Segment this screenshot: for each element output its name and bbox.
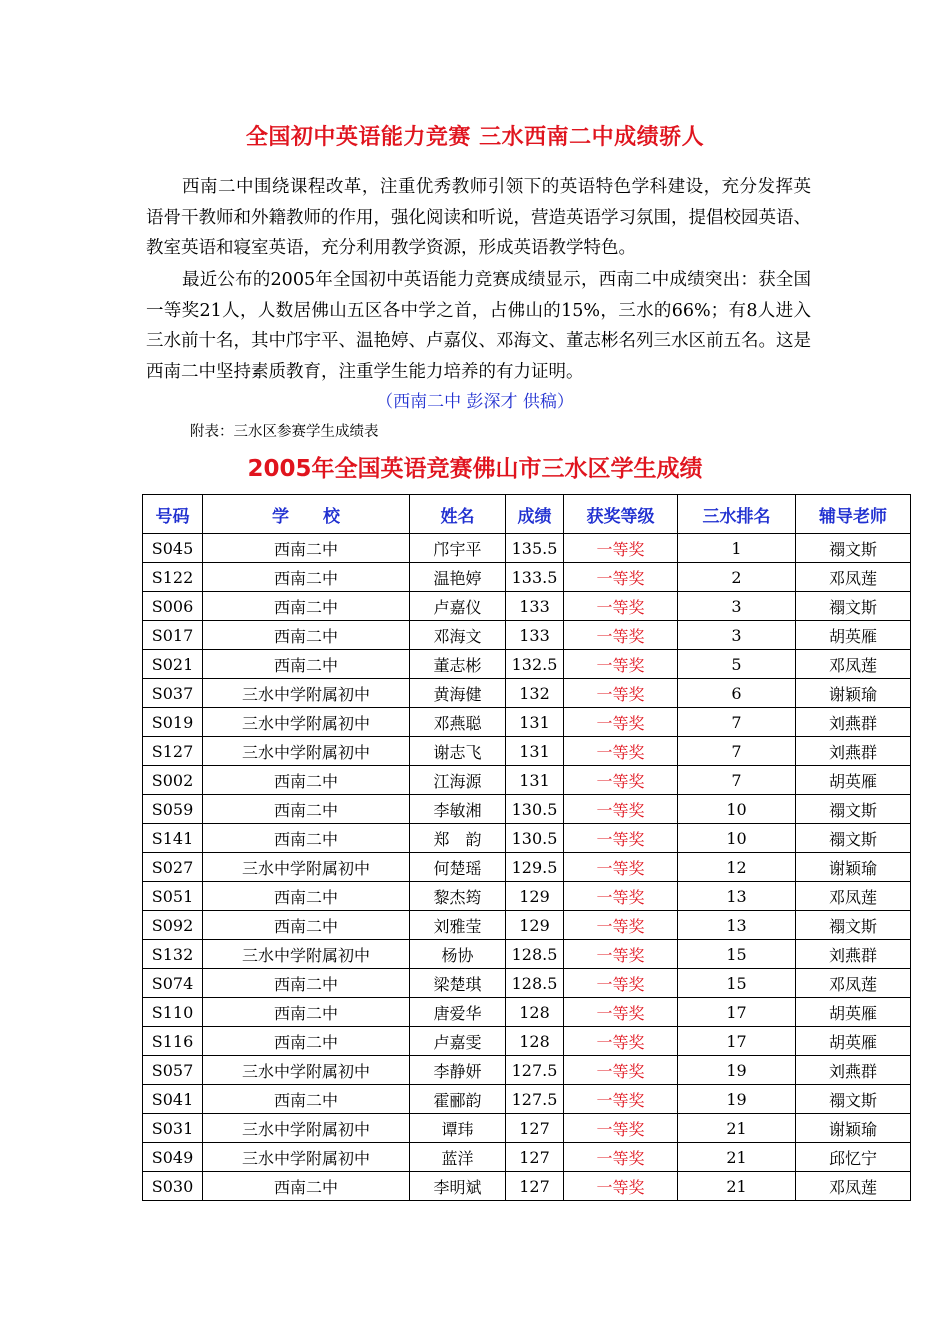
cell-teacher: 胡英雁 [796,621,911,650]
cell-number: S074 [143,969,203,998]
cell-school: 西南二中 [203,911,410,940]
table-row [143,795,911,824]
cell-school: 三水中学附属初中 [203,1056,410,1085]
cell-name: 梁楚琪 [410,969,506,998]
cell-name: 董志彬 [410,650,506,679]
cell-school: 西南二中 [203,1085,410,1114]
cell-school: 三水中学附属初中 [203,853,410,882]
cell-award: 一等奖 [564,563,678,592]
article-paragraph-2: 最近公布的2005年全国初中英语能力竞赛成绩显示，西南二中成绩突出：获全国一等奖21人，人数居佛山五区各中学之首，占佛山的15%，三水的66%；有8人进入三水前十名，其中邝宇平、温艳婷、卢嘉仪、邓海文、董志彬名列三水区前五名。这是西南二中坚持素质教育，注重学生能力培养的有力证明。 [146,270,811,382]
cell-teacher: 刘燕群 [796,737,911,766]
cell-number: S031 [143,1114,203,1143]
cell-number: S051 [143,882,203,911]
cell-teacher: 禤文斯 [796,592,911,621]
cell-score: 128.5 [506,969,564,998]
cell-name: 唐爱华 [410,998,506,1027]
cell-score: 130.5 [506,795,564,824]
cell-teacher: 谢颖瑜 [796,853,911,882]
header-teacher: 辅导老师 [796,495,911,534]
cell-number: S006 [143,592,203,621]
cell-score: 128.5 [506,940,564,969]
cell-number: S019 [143,708,203,737]
article-title: 全国初中英语能力竞赛 三水西南二中成绩骄人 [245,124,705,150]
cell-teacher: 胡英雁 [796,1027,911,1056]
table-row [143,1085,911,1114]
cell-award: 一等奖 [564,853,678,882]
cell-award: 一等奖 [564,621,678,650]
cell-teacher: 邓凤莲 [796,650,911,679]
cell-name: 蓝洋 [410,1143,506,1172]
cell-rank: 7 [678,708,796,737]
cell-rank: 17 [678,1027,796,1056]
cell-rank: 10 [678,824,796,853]
cell-name: 谢志飞 [410,737,506,766]
cell-award: 一等奖 [564,708,678,737]
cell-school: 西南二中 [203,650,410,679]
cell-number: S057 [143,1056,203,1085]
cell-rank: 19 [678,1056,796,1085]
table-row [143,911,911,940]
cell-award: 一等奖 [564,1172,678,1201]
cell-teacher: 邓凤莲 [796,563,911,592]
cell-score: 131 [506,737,564,766]
cell-number: S037 [143,679,203,708]
cell-rank: 15 [678,969,796,998]
cell-name: 杨协 [410,940,506,969]
cell-score: 133 [506,621,564,650]
table-body [143,534,911,1201]
cell-score: 133.5 [506,563,564,592]
cell-teacher: 禤文斯 [796,1085,911,1114]
cell-name: 黎杰筠 [410,882,506,911]
cell-school: 西南二中 [203,795,410,824]
cell-teacher: 禤文斯 [796,534,911,563]
cell-teacher: 刘燕群 [796,940,911,969]
cell-number: S017 [143,621,203,650]
cell-score: 127 [506,1172,564,1201]
cell-number: S049 [143,1143,203,1172]
cell-school: 西南二中 [203,563,410,592]
cell-teacher: 谢颖瑜 [796,679,911,708]
cell-number: S059 [143,795,203,824]
cell-school: 三水中学附属初中 [203,1143,410,1172]
cell-score: 135.5 [506,534,564,563]
cell-school: 西南二中 [203,1172,410,1201]
cell-number: S092 [143,911,203,940]
cell-name: 江海源 [410,766,506,795]
table-row [143,1172,911,1201]
cell-teacher: 胡英雁 [796,998,911,1027]
cell-teacher: 禤文斯 [796,795,911,824]
cell-school: 西南二中 [203,998,410,1027]
cell-name: 李明斌 [410,1172,506,1201]
cell-score: 133 [506,592,564,621]
cell-score: 128 [506,998,564,1027]
cell-rank: 10 [678,795,796,824]
cell-number: S122 [143,563,203,592]
cell-award: 一等奖 [564,940,678,969]
table-row [143,766,911,795]
table-row [143,534,911,563]
table-row [143,853,911,882]
cell-score: 131 [506,708,564,737]
cell-number: S027 [143,853,203,882]
cell-name: 卢嘉雯 [410,1027,506,1056]
cell-number: S041 [143,1085,203,1114]
cell-rank: 2 [678,563,796,592]
cell-award: 一等奖 [564,882,678,911]
cell-teacher: 邓凤莲 [796,882,911,911]
cell-score: 127 [506,1114,564,1143]
header-school: 学 校 [203,495,410,534]
cell-rank: 7 [678,766,796,795]
cell-award: 一等奖 [564,534,678,563]
cell-award: 一等奖 [564,969,678,998]
cell-teacher: 刘燕群 [796,708,911,737]
header-rank: 三水排名 [678,495,796,534]
cell-school: 三水中学附属初中 [203,737,410,766]
cell-rank: 21 [678,1114,796,1143]
cell-number: S116 [143,1027,203,1056]
cell-number: S002 [143,766,203,795]
cell-name: 黄海健 [410,679,506,708]
table-row [143,563,911,592]
cell-name: 何楚瑶 [410,853,506,882]
table-row [143,824,911,853]
table-row [143,1056,911,1085]
table-row [143,708,911,737]
table-row [143,1027,911,1056]
cell-school: 西南二中 [203,824,410,853]
appendix-note: 附表：三水区参赛学生成绩表 [190,424,379,440]
table-row [143,621,911,650]
cell-name: 卢嘉仪 [410,592,506,621]
cell-score: 128 [506,1027,564,1056]
cell-name: 邓燕聪 [410,708,506,737]
cell-score: 127.5 [506,1085,564,1114]
cell-school: 西南二中 [203,969,410,998]
article-credit: （西南二中 彭深才 供稿） [376,392,574,412]
cell-rank: 19 [678,1085,796,1114]
cell-name: 霍郦韵 [410,1085,506,1114]
cell-award: 一等奖 [564,592,678,621]
cell-score: 132 [506,679,564,708]
cell-award: 一等奖 [564,650,678,679]
table-row [143,1143,911,1172]
cell-award: 一等奖 [564,679,678,708]
header-award: 获奖等级 [564,495,678,534]
table-row [143,1114,911,1143]
cell-name: 邝宇平 [410,534,506,563]
cell-number: S021 [143,650,203,679]
cell-teacher: 邱忆宁 [796,1143,911,1172]
cell-award: 一等奖 [564,766,678,795]
cell-score: 132.5 [506,650,564,679]
table-row [143,737,911,766]
cell-school: 西南二中 [203,621,410,650]
cell-rank: 15 [678,940,796,969]
cell-award: 一等奖 [564,737,678,766]
cell-teacher: 谢颖瑜 [796,1114,911,1143]
cell-rank: 21 [678,1172,796,1201]
cell-school: 三水中学附属初中 [203,708,410,737]
table-header-row [143,495,911,534]
cell-school: 西南二中 [203,1027,410,1056]
cell-school: 西南二中 [203,592,410,621]
cell-number: S141 [143,824,203,853]
cell-score: 127.5 [506,1056,564,1085]
cell-school: 三水中学附属初中 [203,940,410,969]
cell-name: 李静妍 [410,1056,506,1085]
cell-rank: 5 [678,650,796,679]
cell-school: 西南二中 [203,766,410,795]
cell-school: 三水中学附属初中 [203,1114,410,1143]
cell-rank: 7 [678,737,796,766]
cell-school: 西南二中 [203,882,410,911]
cell-teacher: 禤文斯 [796,911,911,940]
cell-teacher: 邓凤莲 [796,1172,911,1201]
table-row [143,882,911,911]
table-row [143,998,911,1027]
cell-award: 一等奖 [564,1085,678,1114]
table-row [143,969,911,998]
cell-teacher: 刘燕群 [796,1056,911,1085]
cell-award: 一等奖 [564,1114,678,1143]
cell-score: 130.5 [506,824,564,853]
header-score: 成绩 [506,495,564,534]
cell-rank: 13 [678,882,796,911]
table-row [143,940,911,969]
cell-number: S045 [143,534,203,563]
cell-name: 刘雅莹 [410,911,506,940]
cell-rank: 1 [678,534,796,563]
cell-rank: 3 [678,592,796,621]
cell-school: 西南二中 [203,534,410,563]
cell-teacher: 邓凤莲 [796,969,911,998]
cell-rank: 21 [678,1143,796,1172]
cell-name: 温艳婷 [410,563,506,592]
cell-rank: 3 [678,621,796,650]
cell-score: 131 [506,766,564,795]
cell-award: 一等奖 [564,824,678,853]
cell-score: 129 [506,882,564,911]
cell-score: 127 [506,1143,564,1172]
header-name: 姓名 [410,495,506,534]
cell-school: 三水中学附属初中 [203,679,410,708]
cell-name: 李敏湘 [410,795,506,824]
cell-rank: 6 [678,679,796,708]
cell-award: 一等奖 [564,1027,678,1056]
cell-award: 一等奖 [564,795,678,824]
cell-number: S132 [143,940,203,969]
cell-award: 一等奖 [564,998,678,1027]
header-number: 号码 [143,495,203,534]
cell-teacher: 胡英雁 [796,766,911,795]
cell-award: 一等奖 [564,911,678,940]
cell-number: S030 [143,1172,203,1201]
cell-score: 129.5 [506,853,564,882]
cell-award: 一等奖 [564,1056,678,1085]
cell-score: 129 [506,911,564,940]
table-row [143,650,911,679]
results-table [142,494,911,1201]
cell-rank: 13 [678,911,796,940]
table-row [143,592,911,621]
cell-number: S127 [143,737,203,766]
cell-rank: 17 [678,998,796,1027]
cell-rank: 12 [678,853,796,882]
cell-teacher: 禤文斯 [796,824,911,853]
table-row [143,679,911,708]
article-paragraph-1: 西南二中围绕课程改革，注重优秀教师引领下的英语特色学科建设，充分发挥英语骨干教师和外籍教师的作用，强化阅读和听说，营造英语学习氛围，提倡校园英语、教室英语和寝室英语，充分利用教学资源，形成英语教学特色。 [146,177,811,258]
cell-number: S110 [143,998,203,1027]
cell-name: 谭玮 [410,1114,506,1143]
table-title: 2005年全国英语竞赛佛山市三水区学生成绩 [247,456,703,482]
cell-name: 邓海文 [410,621,506,650]
cell-award: 一等奖 [564,1143,678,1172]
cell-name: 郑 韵 [410,824,506,853]
